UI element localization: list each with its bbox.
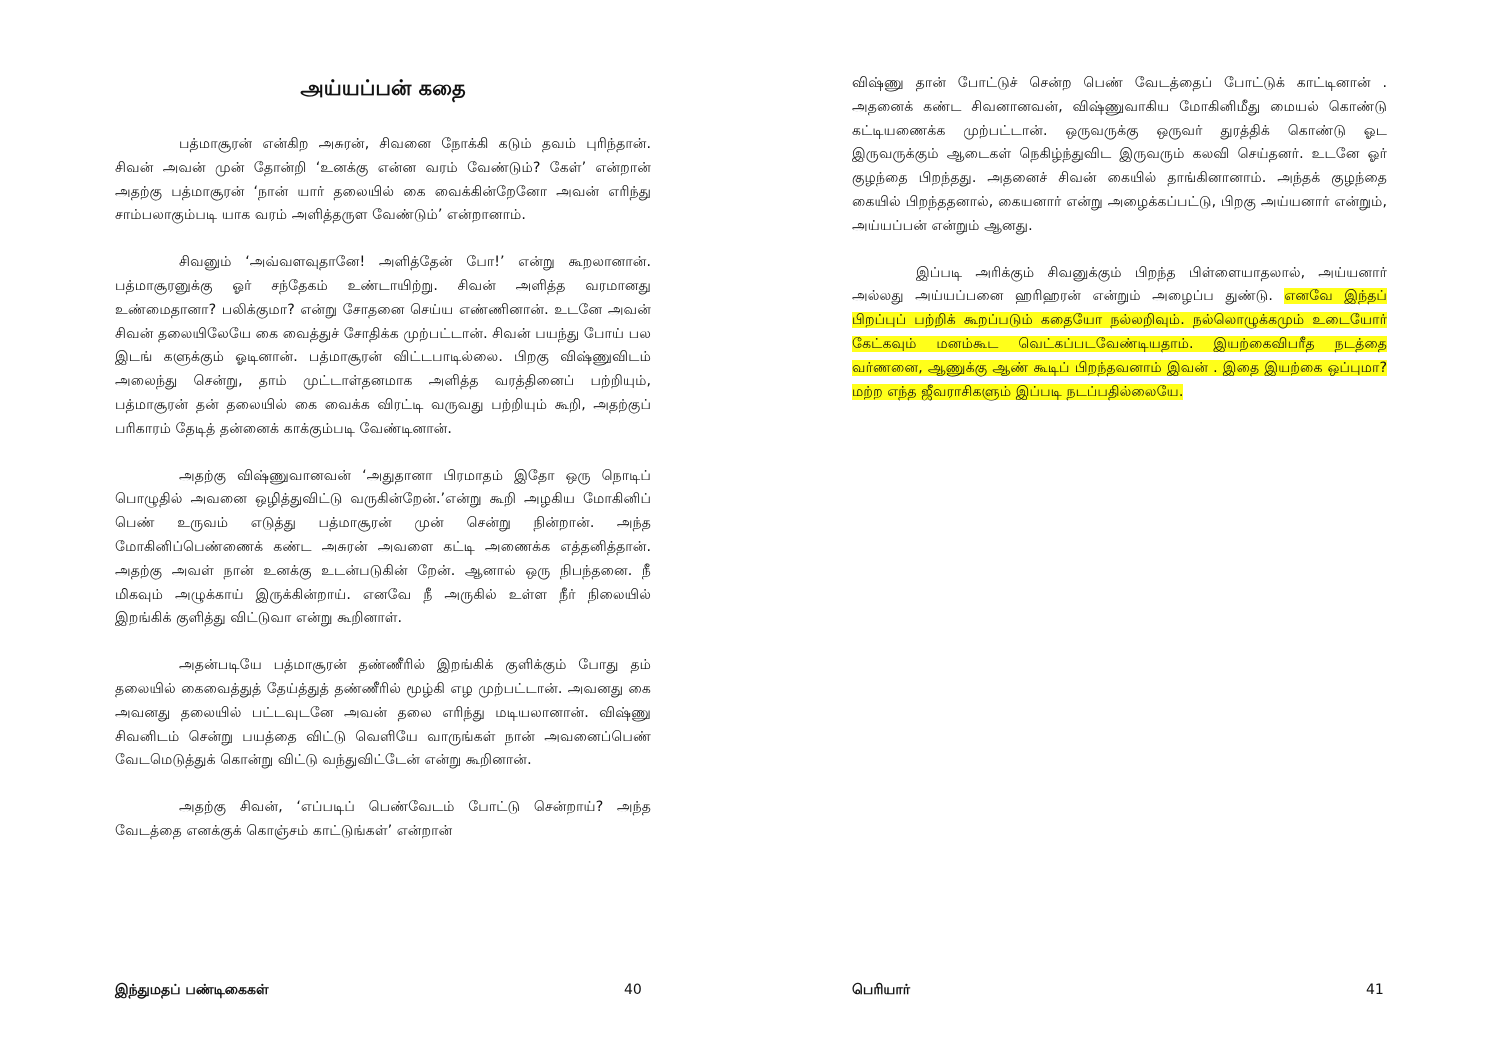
paragraph: விஷ்ணு தான் போட்டுச் சென்ற பெண் வேடத்தைப் போட்டுக் காட்டினான் . அதனைக் கண்ட சிவனானவன், விஷ்ணுவாகிய மோகினிமீது மையல் கொண்டு கட்டியணைக்க முற்பட்டான். ஒருவருக்கு ஒருவர் துரத்திக் கொண்டு ஓட இருவருக்கும் ஆடைகள் நெகிழ்ந்துவிட இருவரும் கலவி செய்தனர். உடனே ஓர் குழந்தை பிறந்தது. அதனைச் சிவன் கையில் தாங்கினானாம். அந்தக் குழந்தை கையில் பிறந்ததனால், கையனார் என்று அழைக்கப்பட்டு, பிறகு அய்யனார் என்றும், அய்யப்பன் என்றும் ஆனது. bbox=[852, 75, 1387, 234]
paragraph: பத்மாசூரன் என்கிற அசுரன், சிவனை நோக்கி கடும் தவம் புரிந்தான். சிவன் அவன் முன் தோன்றி ‘உனக்கு என்ன வரம் வேண்டும்? கேள்’ என்றான் அதற்கு பத்மாசூரன் ‘நான் யார் தலையில் கை வைக்கின்றேனோ அவன் எரிந்து சாம்பலாகும்படி யாக வரம் அளித்தருள வேண்டும்’ என்றானாம். bbox=[115, 136, 651, 224]
footer-author: பெரியார் bbox=[852, 982, 911, 998]
paragraph: அதற்கு விஷ்ணுவானவன் ‘அதுதானா பிரமாதம் இதோ ஒரு நொடிப் பொழுதில் அவனை ஒழித்துவிட்டு வருகின்றேன்.’என்று கூறி அழகிய மோகினிப் பெண் உருவம் எடுத்து பத்மாசூரன் முன் சென்று நின்றான். அந்த மோகினிப்பெண்ணைக் கண்ட அசுரன் அவளை கட்டி அணைக்க எத்தனித்தான். அதற்கு அவள் நான் உனக்கு உடன்படுகின் றேன். ஆனால் ஒரு நிபந்தனை. நீ மிகவும் அழுக்காய் இருக்கின்றாய். எனவே நீ அருகில் உள்ள நீர் நிலையில் இறங்கிக் குளித்து விட்டுவா என்று கூறினாள். bbox=[115, 467, 651, 627]
left-text-column bbox=[115, 133, 651, 867]
paragraph bbox=[852, 262, 1387, 405]
chapter-title: அய்யப்பன் கதை bbox=[300, 76, 466, 100]
highlighted-text: எனவே இந்தப் பிறப்புப் பற்றிக் கூறப்படும் கதையோ நல்லறிவும். நல்லொழுக்கமும் உடையோர் கேட்கவும் மனம்கூட வெட்கப்படவேண்டியதாம். இயற்கைவிபரீத நடத்தை வர்ணனை, ஆணுக்கு ஆண் கூடிப் பிறந்தவனாம் இவன் . இதை இயற்கை ஒப்புமா? மற்ற எந்த ஜீவராசிகளும் இப்படி நடப்பதில்லையே. bbox=[852, 288, 1387, 400]
page-number: 41 bbox=[1366, 982, 1384, 998]
paragraph: அதற்கு சிவன், ‘எப்படிப் பெண்வேடம் போட்டு சென்றாய்? அந்த வேடத்தை எனக்குக் கொஞ்சம் காட்டுங்கள்’ என்றான் bbox=[115, 799, 651, 839]
paragraph-plain-text: இப்படி அரிக்கும் சிவனுக்கும் பிறந்த பிள்ளையாதலால், அய்யனார் அல்லது அய்யப்பனை ஹரிஹரன் என்றும் அழைப்ப துண்டு. bbox=[852, 264, 1387, 305]
page-number: 40 bbox=[624, 982, 642, 998]
paragraph: அதன்படியே பத்மாசூரன் தண்ணீரில் இறங்கிக் குளிக்கும் போது தம் தலையில் கைவைத்துத் தேய்த்துத் தண்ணீரில் மூழ்கி எழ முற்பட்டான். அவனது கை அவனது தலையில் பட்டவுடனே அவன் தலை எரிந்து மடியலானான். விஷ்ணு சிவனிடம் சென்று பயத்தை விட்டு வெளியே வாருங்கள் நான் அவனைப்பெண் வேடமெடுத்துக் கொன்று விட்டு வந்துவிட்டேன் என்று கூறினான். bbox=[115, 657, 651, 769]
right-text-column bbox=[852, 72, 1387, 427]
right-page bbox=[752, 0, 1503, 1061]
paragraph: சிவனும் ‘அவ்வளவுதானே! அளித்தேன் போ!’ என்று கூறலானான். பத்மாசூரனுக்கு ஓர் சந்தேகம் உண்டாயிற்று. சிவன் அளித்த வரமானது உண்மைதானா? பலிக்குமா? என்று சோதனை செய்ய எண்ணினான். உடனே அவன் சிவன் தலையிலேயே கை வைத்துச் சோதிக்க முற்பட்டான். சிவன் பயந்து போய் பல இடங் களுக்கும் ஓடினான். பத்மாசூரன் விட்டபாடில்லை. பிறகு விஷ்ணுவிடம் அலைந்து சென்று, தாம் முட்டாள்தனமாக அளித்த வரத்தினைப் பற்றியும், பத்மாசூரன் தன் தலையில் கை வைக்க விரட்டி வருவது பற்றியும் கூறி, அதற்குப் பரிகாரம் தேடித் தன்னைக் காக்கும்படி வேண்டினான். bbox=[115, 254, 651, 437]
footer-book-title: இந்துமதப் பண்டிகைகள் bbox=[115, 982, 269, 998]
